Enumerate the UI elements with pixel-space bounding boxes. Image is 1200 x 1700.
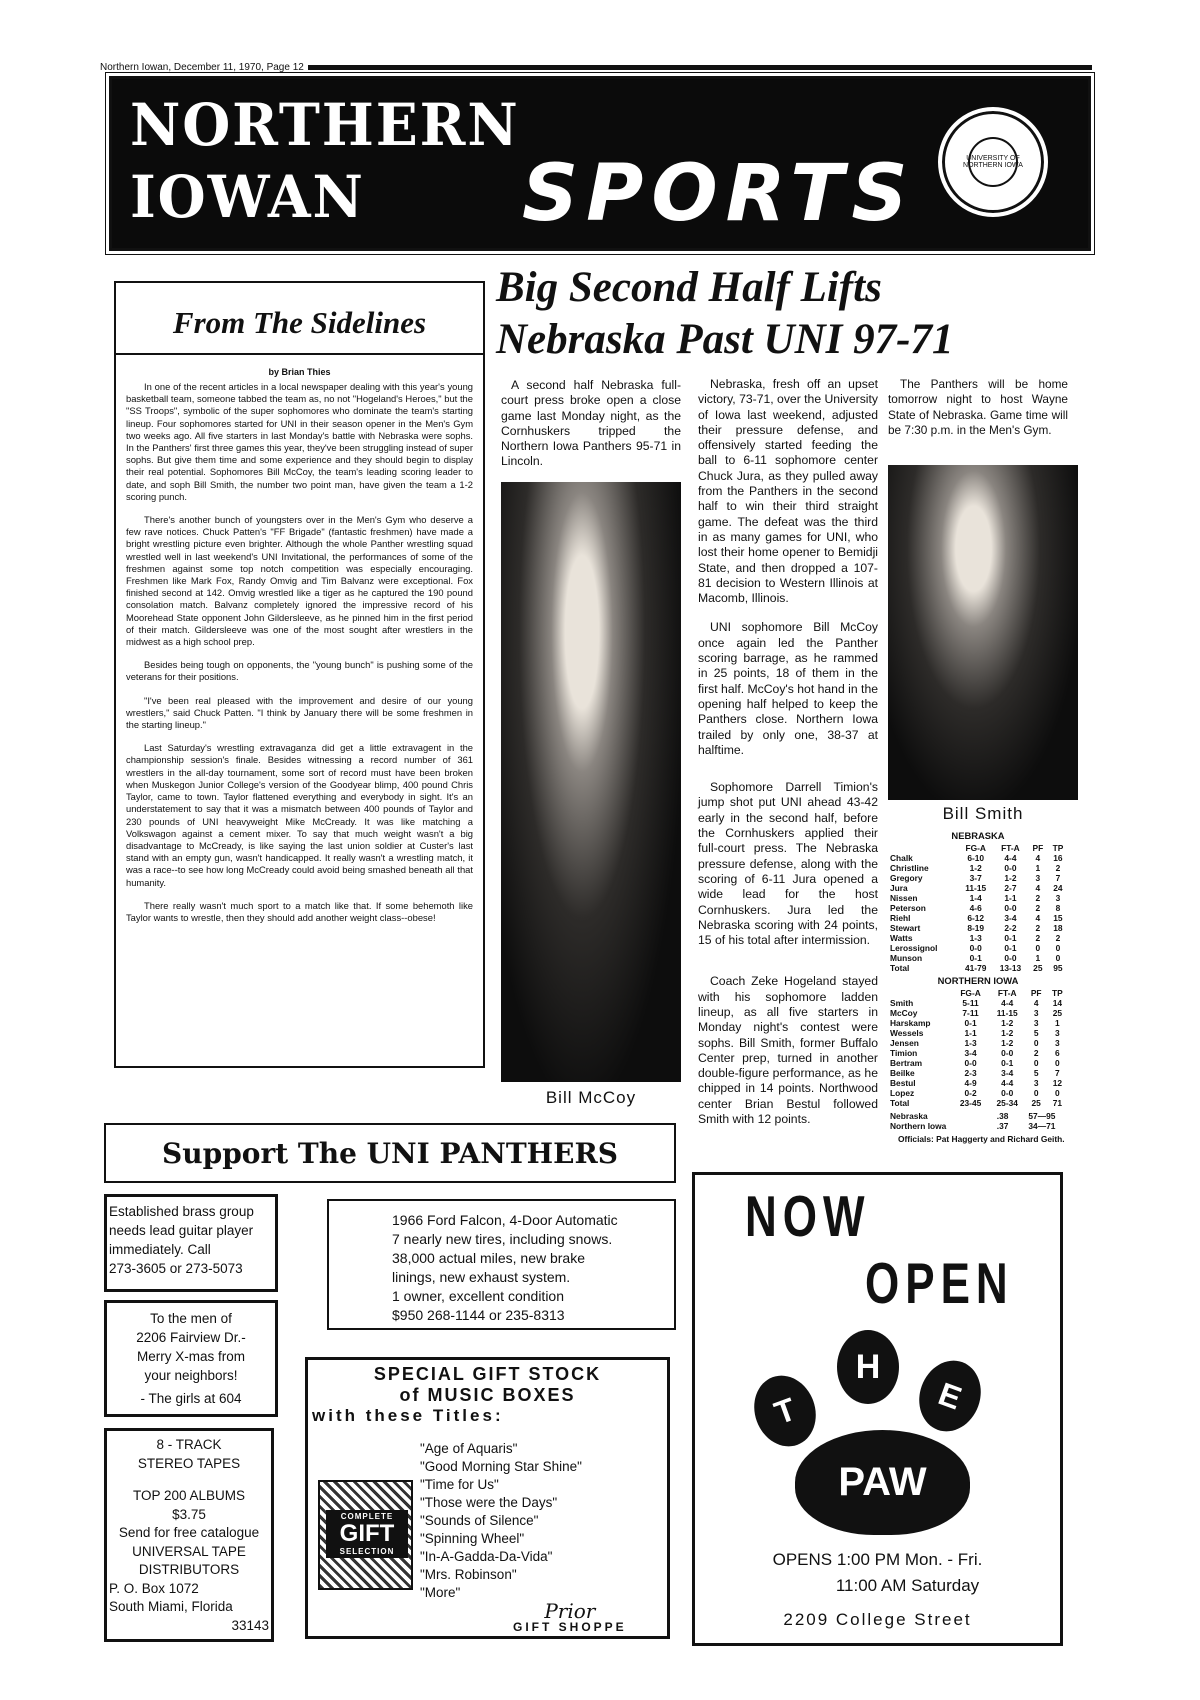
shop-name: Prior bbox=[544, 1599, 596, 1623]
headline-line1: Big Second Half Lifts bbox=[496, 264, 882, 311]
table-row bbox=[888, 1028, 1068, 1038]
table-cell: 34—71 bbox=[1028, 1121, 1056, 1131]
header-cell bbox=[888, 843, 958, 853]
box-score bbox=[888, 828, 1068, 1144]
ad-line: Established brass group bbox=[109, 1204, 254, 1219]
table-cell: 1-2 bbox=[1001, 1028, 1014, 1038]
table-row bbox=[888, 953, 1068, 963]
photo-caption: Bill Smith bbox=[942, 804, 1024, 823]
ad-ford-falcon bbox=[327, 1199, 676, 1330]
table-cell: Chalk bbox=[890, 853, 913, 863]
table-row bbox=[888, 1088, 1068, 1098]
table-cell: 0-1 bbox=[1004, 933, 1017, 943]
table-cell: Stewart bbox=[890, 923, 921, 933]
ad-line: linings, new exhaust system. bbox=[392, 1269, 571, 1285]
paw-toe: T bbox=[744, 1367, 825, 1455]
ad-line: 8 - TRACK bbox=[156, 1437, 222, 1452]
table-cell: 4 bbox=[1035, 883, 1041, 893]
gift-boxes-icon bbox=[318, 1480, 413, 1590]
table-cell: 25 bbox=[1052, 1008, 1063, 1018]
table-cell: 15 bbox=[1053, 913, 1063, 923]
table-cell: 13-13 bbox=[999, 963, 1022, 973]
table-cell: 0-0 bbox=[964, 1058, 977, 1068]
table-cell: 1-1 bbox=[964, 1028, 977, 1038]
table-cell: 4-4 bbox=[1001, 1078, 1014, 1088]
table-cell: Munson bbox=[890, 953, 923, 963]
paw-print-icon bbox=[735, 1330, 1025, 1540]
paragraph: In one of the recent articles in a local newspaper dealing with this year's young basketball team, someone tabbed the team as, no not "Hogeland's Heroes," but the "SS Troops", symbolic of the super sophomores who dominate the team's starting lineup. Four sophomores started for UNI in their season opener in the Men's Gym two weeks ago. All five starters in last Monday's battle with Nebraska were sophs. In the Panthers' first three games this year, they've been struggling instead of super sophs. But give them time and some experience and they should begin to display their real potential. Sophomores Bill McCoy, the team's leading scoring leader to date, and soph Bill Smith, the number two point man, have given the team a 1-2 scoring punch. bbox=[126, 381, 473, 502]
table-cell: 1 bbox=[1035, 953, 1041, 963]
ad-line: $950 268-1144 or 235-8313 bbox=[392, 1307, 565, 1323]
paragraph: The Panthers will be home tomorrow night to host Wayne State of Nebraska. Game time will be 7:30 p.m. in the Men's Gym. bbox=[888, 377, 1068, 437]
hours-line: OPENS 1:00 PM Mon. - Fri. bbox=[772, 1550, 983, 1569]
table-cell: Total bbox=[890, 963, 910, 973]
table-row bbox=[888, 1121, 1068, 1131]
table-cell: 8 bbox=[1055, 903, 1061, 913]
table-cell: 0 bbox=[1035, 943, 1041, 953]
paragraph: Coach Zeke Hogeland stayed with his sophomore ladden lineup, as all five starters in Monday night's contest were sophs. Bill Smith, former Buffalo Center prep, turned in another double-figure performance, as he chipped in 14 points. Northwood center Brian Bestul followed Smith with 12 points. bbox=[698, 974, 878, 1127]
header-cell: FG-A bbox=[965, 843, 986, 853]
table-cell: Gregory bbox=[890, 873, 923, 883]
ad-line: 273-3605 or 273-5073 bbox=[109, 1261, 243, 1276]
masthead-name bbox=[130, 89, 520, 233]
table-cell: 0 bbox=[1055, 943, 1061, 953]
table-cell: 4-6 bbox=[969, 903, 982, 913]
table-cell: .38 bbox=[996, 1111, 1009, 1121]
table-cell: Bestul bbox=[890, 1078, 916, 1088]
table-cell: 3 bbox=[1035, 873, 1041, 883]
table-row bbox=[888, 1098, 1068, 1108]
seal-text: UNIVERSITY OF NORTHERN IOWA bbox=[963, 155, 1023, 169]
paragraph: "I've been real pleased with the improvement and desire of our young wrestlers," said Chuck Patten. "I think by January there will be some freshmen in the starting lineup." bbox=[126, 694, 473, 731]
table-cell: 3 bbox=[1055, 1028, 1060, 1038]
table-cell: 8-19 bbox=[967, 923, 985, 933]
table-cell: 4-9 bbox=[964, 1078, 977, 1088]
table-cell: 2-3 bbox=[964, 1068, 977, 1078]
paw-toe: E bbox=[909, 1352, 990, 1440]
paragraph: Last Saturday's wrestling extravaganza did get a little extravagent in the championship session's finale. Besides witnessing a record number of 361 wrestlers in the all-day tournament, some sort of record must have been broken when Muskegon Junior College's version of the Goodyear blimp, 400 pound Chris Taylor, came to town. Taylor flattened everything and everybody in sight. It's an understatement to say that it was a mismatch between 400 pounds of Taylor and 230 pounds of UNI heavyweight Mike McCready. It was like matching a Volkswagon against a cement mixer. To say that much weight wasn't a big disadvantage to McCready, is like saying the last union soldier at Custer's last stand with an empty gun, wasn't handicapped. It really wasn't a wrestling match, it was a race--to see how long McCready could avoid being smashed beneath all that humanity. bbox=[126, 742, 473, 888]
table-cell: 1-4 bbox=[969, 893, 982, 903]
table-cell: Northern Iowa bbox=[890, 1121, 947, 1131]
ad-line: of MUSIC BOXES bbox=[399, 1385, 576, 1405]
music-title-list bbox=[420, 1440, 582, 1602]
column-title: From The Sidelines bbox=[116, 283, 483, 355]
table-cell: 95 bbox=[1053, 963, 1063, 973]
paragraph: Nebraska, fresh off an upset victory, 73-71, over the University of Iowa last weekend, adjusted their pressure defense, and offensively started feeding the ball to 6-11 sophomore center Chuck Jura, as they pulled away from the Panthers in the second half to win their third straight game. The defeat was the third in as many games for UNI, who lost their home opener to Bemidji State, and then dropped a 107-81 decision to Western Illinois at Macomb, Illinois. bbox=[698, 377, 878, 606]
table-row bbox=[888, 963, 1068, 973]
table-cell: 41-79 bbox=[964, 963, 987, 973]
table-cell: Peterson bbox=[890, 903, 926, 913]
music-title: "Those were the Days" bbox=[420, 1495, 558, 1510]
table-cell: 0-1 bbox=[964, 1018, 977, 1028]
section-title: SPORTS bbox=[522, 149, 916, 239]
table-cell: 0-1 bbox=[1004, 943, 1017, 953]
dateline bbox=[100, 62, 1092, 73]
header-row bbox=[888, 988, 1068, 998]
table-cell: Wessels bbox=[890, 1028, 924, 1038]
table-cell: 1-2 bbox=[1004, 873, 1017, 883]
table-cell: 0-0 bbox=[1004, 903, 1017, 913]
table-cell: 6-10 bbox=[967, 853, 985, 863]
table-cell: 11-15 bbox=[996, 1008, 1018, 1018]
ad-line: DISTRIBUTORS bbox=[138, 1562, 240, 1577]
paw-hours bbox=[695, 1547, 1060, 1633]
music-title: "More" bbox=[420, 1585, 461, 1600]
dateline-text: Northern Iowan, December 11, 1970, Page 12 bbox=[100, 62, 304, 73]
table-cell: 7 bbox=[1055, 1068, 1060, 1078]
music-title: "Spinning Wheel" bbox=[420, 1531, 525, 1546]
masthead-line1: NORTHERN bbox=[130, 91, 520, 159]
ad-line: needs lead guitar player bbox=[109, 1223, 254, 1238]
music-title: "In-A-Gadda-Da-Vida" bbox=[420, 1549, 553, 1564]
table-row bbox=[888, 873, 1068, 883]
table-cell: 2-2 bbox=[1004, 923, 1017, 933]
table-cell: 3 bbox=[1033, 1078, 1039, 1088]
table-row bbox=[888, 863, 1068, 873]
table-cell: 23-45 bbox=[959, 1098, 982, 1108]
paragraph: A second half Nebraska full-court press broke open a close game last Monday night, as the Cornhuskers tripped the Northern Iowa Panthers 95-71 in Lincoln. bbox=[501, 378, 681, 469]
box-score-table bbox=[888, 988, 1068, 1108]
ad-now: NOW bbox=[745, 1185, 871, 1250]
ad-line: $3.75 bbox=[172, 1506, 206, 1522]
table-cell: 1-2 bbox=[1001, 1038, 1014, 1048]
ad-line: your neighbors! bbox=[144, 1368, 238, 1383]
table-cell: 25 bbox=[1031, 1098, 1041, 1108]
table-cell: 0-2 bbox=[964, 1088, 977, 1098]
music-title: "Mrs. Robinson" bbox=[420, 1567, 517, 1582]
ad-music-boxes bbox=[305, 1357, 670, 1639]
ad-line: - The girls at 604 bbox=[140, 1391, 242, 1406]
table-row bbox=[888, 883, 1068, 893]
article-col3 bbox=[888, 377, 1068, 452]
table-cell: 0 bbox=[1033, 1038, 1039, 1048]
table-cell: 4-4 bbox=[1004, 853, 1017, 863]
table-cell: 6 bbox=[1055, 1048, 1060, 1058]
table-cell: Christline bbox=[890, 863, 929, 873]
paragraph: Besides being tough on opponents, the "young bunch" is pushing some of the veterans for their positions. bbox=[126, 659, 473, 683]
table-row bbox=[888, 1038, 1068, 1048]
table-cell: 3 bbox=[1055, 1038, 1060, 1048]
table-cell: 3 bbox=[1055, 893, 1061, 903]
table-row bbox=[888, 903, 1068, 913]
article-col2 bbox=[698, 377, 878, 1141]
table-cell: 1 bbox=[1035, 863, 1041, 873]
table-row bbox=[888, 1008, 1068, 1018]
table-cell: 0 bbox=[1055, 1058, 1060, 1068]
table-cell: 2 bbox=[1033, 1048, 1039, 1058]
table-cell: Lerossignol bbox=[890, 943, 938, 953]
ad-line: TOP 200 ALBUMS bbox=[132, 1488, 246, 1503]
header-cell: TP bbox=[1052, 988, 1063, 998]
table-cell: 2 bbox=[1055, 933, 1061, 943]
table-cell: Timion bbox=[890, 1048, 918, 1058]
table-cell: 0-0 bbox=[1001, 1088, 1014, 1098]
team-name: NEBRASKA bbox=[951, 830, 1005, 841]
ad-line: UNIVERSAL TAPE bbox=[132, 1543, 246, 1559]
table-row bbox=[888, 943, 1068, 953]
paragraph: There really wasn't much sport to a match like that. If some behemoth like Taylor wants to wrestle, then they should add another weight class--obese! bbox=[126, 899, 473, 923]
table-cell: 12 bbox=[1052, 1078, 1063, 1088]
table-cell: 3 bbox=[1033, 1018, 1039, 1028]
divider bbox=[308, 65, 1092, 70]
officials: Officials: Pat Haggerty and Richard Geith. bbox=[898, 1134, 1065, 1144]
byline: by Brian Thies bbox=[268, 367, 331, 377]
table-row bbox=[888, 923, 1068, 933]
table-row bbox=[888, 933, 1068, 943]
table-row bbox=[888, 998, 1068, 1008]
table-row bbox=[888, 1111, 1068, 1121]
table-cell: 0-0 bbox=[1001, 1048, 1014, 1058]
table-row bbox=[888, 1058, 1068, 1068]
ad-line: South Miami, Florida bbox=[109, 1599, 233, 1614]
table-cell: 71 bbox=[1052, 1098, 1063, 1108]
headline-line2: Nebraska Past UNI 97-71 bbox=[496, 316, 954, 363]
table-cell: .37 bbox=[996, 1121, 1009, 1131]
table-row bbox=[888, 853, 1068, 863]
table-cell: Bertram bbox=[890, 1058, 923, 1068]
header-cell: FT-A bbox=[1001, 843, 1020, 853]
header-cell: FT-A bbox=[997, 988, 1017, 998]
table-row bbox=[888, 893, 1068, 903]
table-cell: 0 bbox=[1033, 1058, 1039, 1068]
box-score-table bbox=[888, 843, 1068, 973]
table-cell: 25 bbox=[1033, 963, 1043, 973]
music-title: "Age of Aquaris" bbox=[420, 1441, 518, 1456]
ad-line: STEREO TAPES bbox=[137, 1455, 241, 1471]
header-cell: PF bbox=[1030, 988, 1042, 998]
table-cell: 7-11 bbox=[962, 1008, 979, 1018]
photo-bill-mccoy bbox=[501, 482, 681, 1082]
ad-line: To the men of bbox=[150, 1311, 232, 1326]
article-col1 bbox=[501, 378, 681, 484]
table-cell: 0-0 bbox=[1004, 953, 1017, 963]
table-cell: 25-34 bbox=[996, 1098, 1018, 1108]
photo-bill-smith bbox=[888, 465, 1078, 800]
table-cell: 4 bbox=[1035, 913, 1041, 923]
gift-badge bbox=[326, 1510, 408, 1558]
badge-text: COMPLETE bbox=[340, 1512, 394, 1521]
table-cell: 4-4 bbox=[1001, 998, 1014, 1008]
ad-line: 38,000 actual miles, new brake bbox=[392, 1250, 585, 1266]
table-cell: Nebraska bbox=[890, 1111, 928, 1121]
headline bbox=[496, 262, 1076, 366]
table-cell: 1-2 bbox=[969, 863, 982, 873]
hours-line: 11:00 AM Saturday bbox=[835, 1576, 980, 1595]
table-cell: Nissen bbox=[890, 893, 918, 903]
ad-line: 1966 Ford Falcon, 4-Door Automatic bbox=[392, 1212, 618, 1228]
ad-line: SPECIAL GIFT STOCK bbox=[373, 1364, 602, 1384]
table-row bbox=[888, 1068, 1068, 1078]
address: 2209 College Street bbox=[783, 1610, 972, 1629]
table-cell: 0 bbox=[1033, 1088, 1039, 1098]
table-cell: 1-2 bbox=[1001, 1018, 1014, 1028]
table-cell: 16 bbox=[1053, 853, 1063, 863]
table-row bbox=[888, 1048, 1068, 1058]
ad-open: OPEN bbox=[865, 1252, 1014, 1317]
ad-brass-group bbox=[104, 1194, 278, 1292]
table-cell: 0-0 bbox=[1004, 863, 1017, 873]
shop-name: GIFT SHOPPE bbox=[513, 1620, 627, 1634]
table-cell: 2 bbox=[1035, 903, 1041, 913]
table-cell: 0 bbox=[1055, 1088, 1060, 1098]
table-cell: 14 bbox=[1052, 998, 1063, 1008]
university-seal-icon bbox=[938, 107, 1048, 217]
table-cell: 3-4 bbox=[1004, 913, 1017, 923]
paragraph: There's another bunch of youngsters over in the Men's Gym who deserve a few rave notices. Chuck Patten's "FF Brigade" (fantastic freshmen) have made a bright wrestling picture even brighter. Although the whole Panther wrestling squad wrestled well in last weekend's UNI Invitational, the performances of some of the freshmen against some top notch competition was especially encouraging. Freshmen like Mark Fox, Randy Omvig and Tim Balvanz were exceptional. Fox finished second at 142. Omvig wrestled like a tiger as he captured the 190 pound consolation match. Balvanz completely ignored the impressive record of his Moorehead State opponent John Gildersleeve, as he pinned him in the first period of their match. Gildersleeve was one of the most sought after wrestlers in the midwest as a high school prep. bbox=[126, 514, 473, 648]
table-cell: Jura bbox=[890, 883, 908, 893]
paragraph: Sophomore Darrell Timion's jump shot put UNI ahead 43-42 early in the second half, before the Cornhuskers applied their full-court press. The Nebraska pressure defense, along with the scoring of 6-11 Jura opened a wide lead for the host Cornhuskers. Jura led the Nebraska scoring with 24 points, 15 of his total after intermission. bbox=[698, 780, 878, 948]
header-cell: TP bbox=[1052, 843, 1064, 853]
table-cell: Harskamp bbox=[890, 1018, 931, 1028]
support-banner: Support The UNI PANTHERS bbox=[104, 1123, 676, 1183]
table-cell: 7 bbox=[1055, 873, 1061, 883]
paw-pad: PAW bbox=[795, 1430, 970, 1535]
masthead-line2: IOWAN bbox=[130, 163, 365, 231]
ad-fairview-greeting bbox=[104, 1300, 278, 1417]
music-title: "Sounds of Silence" bbox=[420, 1513, 539, 1528]
table-cell: 18 bbox=[1053, 923, 1063, 933]
table-cell: Jensen bbox=[890, 1038, 919, 1048]
ad-line: Send for free catalogue bbox=[118, 1525, 260, 1540]
table-cell: 4 bbox=[1035, 853, 1041, 863]
ad-stereo-tapes bbox=[104, 1428, 274, 1642]
table-cell: 6-12 bbox=[967, 913, 985, 923]
table-cell: 1-3 bbox=[964, 1038, 977, 1048]
header-cell: FG-A bbox=[960, 988, 981, 998]
badge-text: GIFT bbox=[339, 1520, 395, 1547]
table-cell: Total bbox=[890, 1098, 910, 1108]
halftime-table bbox=[888, 1111, 1068, 1131]
table-cell: 5-11 bbox=[962, 998, 979, 1008]
table-cell: 1 bbox=[1055, 1018, 1060, 1028]
ad-line: 1 owner, excellent condition bbox=[392, 1288, 564, 1304]
table-cell: 2 bbox=[1035, 923, 1041, 933]
ad-line: Merry X-mas from bbox=[137, 1349, 245, 1364]
music-title: "Good Morning Star Shine" bbox=[420, 1459, 582, 1474]
table-cell: 2 bbox=[1035, 933, 1041, 943]
table-cell: 24 bbox=[1053, 883, 1063, 893]
ad-the-paw bbox=[692, 1172, 1063, 1646]
header-cell: PF bbox=[1032, 843, 1044, 853]
header-cell bbox=[888, 988, 952, 998]
ad-line: immediately. Call bbox=[109, 1242, 211, 1257]
table-cell: 5 bbox=[1033, 1068, 1039, 1078]
table-row bbox=[888, 1018, 1068, 1028]
table-row bbox=[888, 913, 1068, 923]
ad-line: 7 nearly new tires, including snows. bbox=[392, 1231, 613, 1247]
header-row bbox=[888, 843, 1068, 853]
ad-title bbox=[308, 1364, 667, 1406]
table-cell: 0-1 bbox=[969, 953, 982, 963]
ad-line: P. O. Box 1072 bbox=[109, 1580, 199, 1596]
table-cell: 11-15 bbox=[965, 883, 987, 893]
table-cell: 0-1 bbox=[1001, 1058, 1014, 1068]
table-cell: 1-3 bbox=[969, 933, 982, 943]
prior-gift-shoppe-logo bbox=[513, 1599, 627, 1634]
table-cell: 5 bbox=[1033, 1028, 1039, 1038]
table-cell: Smith bbox=[890, 998, 914, 1008]
photo-caption: Bill McCoy bbox=[545, 1088, 637, 1107]
masthead bbox=[109, 76, 1091, 251]
table-cell: 3-4 bbox=[1001, 1068, 1014, 1078]
ad-line: 33143 bbox=[231, 1617, 269, 1633]
table-cell: 2-7 bbox=[1004, 883, 1017, 893]
paw-toe: H bbox=[837, 1330, 899, 1404]
table-row bbox=[888, 1078, 1068, 1088]
table-cell: 3-7 bbox=[969, 873, 982, 883]
table-cell: 2 bbox=[1055, 863, 1061, 873]
ad-line: 2206 Fairview Dr.- bbox=[136, 1330, 246, 1345]
music-title: "Time for Us" bbox=[420, 1477, 499, 1492]
sidelines-column bbox=[114, 281, 485, 1068]
table-cell: 2 bbox=[1035, 893, 1041, 903]
table-cell: 57—95 bbox=[1028, 1111, 1056, 1121]
badge-text: SELECTION bbox=[339, 1547, 395, 1556]
table-cell: 4 bbox=[1033, 998, 1039, 1008]
paragraph: UNI sophomore Bill McCoy once again led the Panther scoring barrage, as he rammed in 25 points, 18 of them in the first half. McCoy's hot hand in the opening half helped to keep the Panthers close. Northern Iowa trailed by only one, 38-37 at halftime. bbox=[698, 620, 878, 757]
table-cell: Beilke bbox=[890, 1068, 915, 1078]
table-cell: Riehl bbox=[890, 913, 911, 923]
table-cell: Lopez bbox=[890, 1088, 915, 1098]
table-cell: 3 bbox=[1033, 1008, 1039, 1018]
team-name: NORTHERN IOWA bbox=[937, 975, 1019, 986]
table-cell: 0 bbox=[1055, 953, 1061, 963]
table-cell: Watts bbox=[890, 933, 913, 943]
table-cell: 1-1 bbox=[1004, 893, 1017, 903]
table-cell: McCoy bbox=[890, 1008, 918, 1018]
table-cell: 3-4 bbox=[964, 1048, 977, 1058]
ad-subtitle: with these Titles: bbox=[312, 1406, 504, 1425]
table-cell: 0-0 bbox=[969, 943, 982, 953]
